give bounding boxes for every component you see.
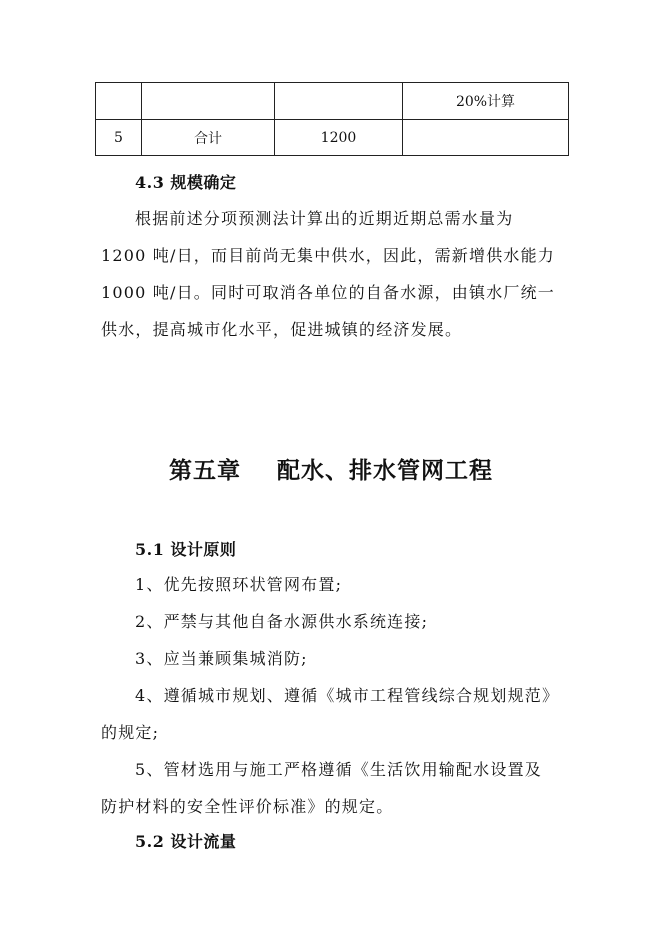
principle-item-1: 1、优先按照环状管网布置; <box>135 575 343 594</box>
section-4-3-heading: 4.3 规模确定 <box>135 173 237 192</box>
principle-item-4: 4、遵循城市规划、遵循《城市工程管线综合规划规范》 <box>135 686 560 705</box>
table-cell-no: 5 <box>96 120 142 156</box>
table-cell-no <box>96 83 142 120</box>
table-cell-name <box>142 83 275 120</box>
principle-item-5-cont: 防护材料的安全性评价标准》的规定。 <box>101 797 394 816</box>
table-row <box>96 120 569 156</box>
paragraph-line: 供水，提高城市化水平，促进城镇的经济发展。 <box>101 320 463 339</box>
paragraph-line: 1000 吨/日。同时可取消各单位的自备水源，由镇水厂统一 <box>101 283 555 302</box>
paragraph-line: 根据前述分项预测法计算出的近期近期总需水量为 <box>135 209 514 228</box>
table-cell-value <box>275 83 403 120</box>
table-cell-note <box>403 120 569 156</box>
table-row <box>96 83 569 120</box>
principle-item-2: 2、严禁与其他自备水源供水系统连接; <box>135 612 429 631</box>
paragraph-line: 1200 吨/日，而目前尚无集中供水，因此，需新增供水能力 <box>101 246 555 265</box>
section-5-2-heading: 5.2 设计流量 <box>135 832 237 851</box>
table-cell-name: 合计 <box>142 120 275 156</box>
table-cell-value: 1200 <box>275 120 403 156</box>
chapter-title: 第五章 配水、排水管网工程 <box>168 457 494 484</box>
water-demand-table <box>95 82 569 156</box>
table-cell-note: 20%计算 <box>403 83 569 120</box>
principle-item-3: 3、应当兼顾集城消防; <box>135 649 308 668</box>
principle-item-4-cont: 的规定; <box>101 723 160 742</box>
principle-item-5: 5、管材选用与施工严格遵循《生活饮用输配水设置及 <box>135 760 542 779</box>
section-5-1-heading: 5.1 设计原则 <box>135 540 237 559</box>
